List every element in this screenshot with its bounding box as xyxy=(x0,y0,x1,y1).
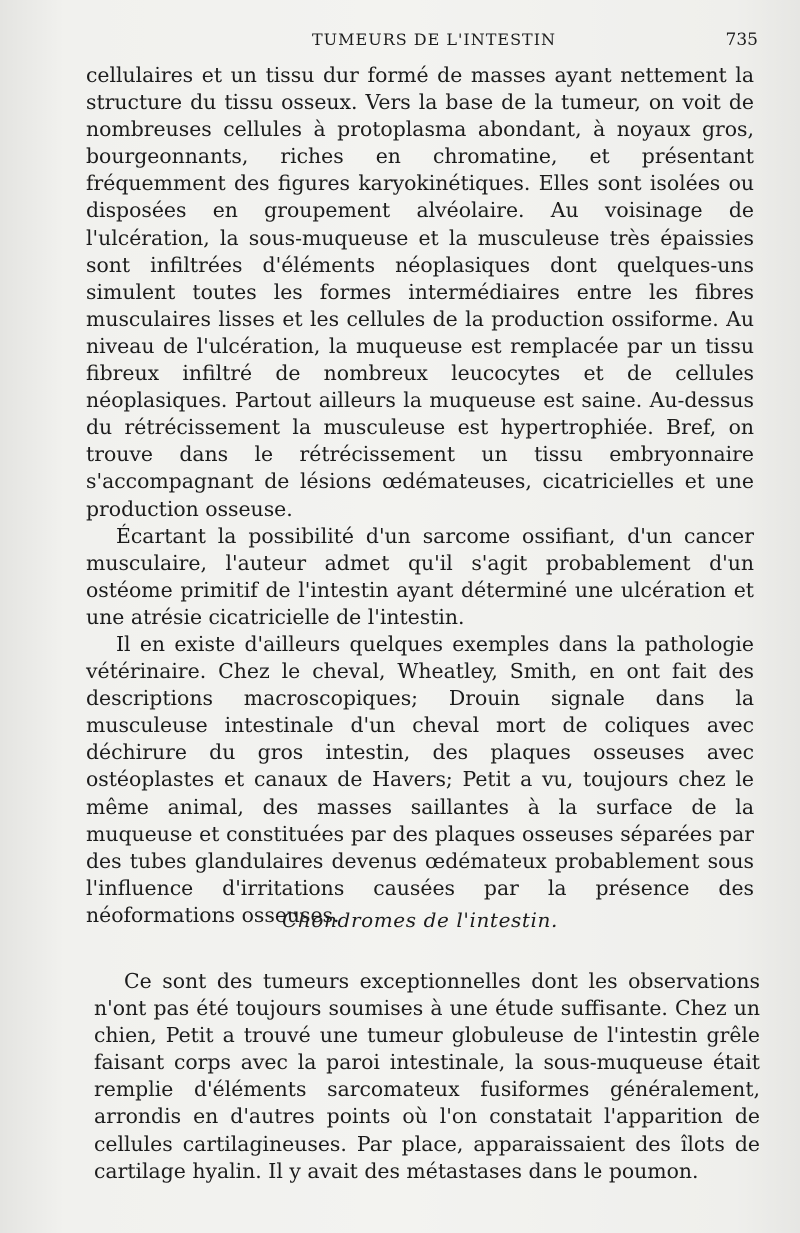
paragraph-chondromes: Ce sont des tumeurs exceptionnelles dont les observations n'ont pas été toujours soumises à une étude suffisante. Chez un chien, Petit a trouvé une tumeur globuleuse de l'intestin grêle faisant corps avec la paroi intestinale, la sous-muqueuse était remplie d'éléments sarcomateux fusiformes généralement, arrondis en d'autres points où l'on constatait l'apparition de cellules cartilagineuses. Par place, apparaissaient des îlots de cartilage hyalin. Il y avait des métastases dans le poumon. xyxy=(94,969,760,1183)
body-text xyxy=(86,62,754,929)
paragraph-continuation: cellulaires et un tissu dur formé de masses ayant nettement la structure du tissu osseux. Vers la base de la tumeur, on voit de nombreuses cellules à protoplasma abondant, à noyaux gros, bourgeonnants, riches en chromatine, et présentant fréquemment des figures karyokinétiques. Elles sont isolées ou disposées en groupement alvéolaire. Au voisinage de l'ulcération, la sous-muqueuse et la musculeuse très épaissies sont infiltrées d'éléments néoplasiques dont quelques-uns simulent toutes les formes intermédiaires entre les fibres musculaires lisses et les cellules de la production ossiforme. Au niveau de l'ulcération, la muqueuse est remplacée par un tissu fibreux infiltré de nombreux leucocytes et de cellules néoplasiques. Partout ailleurs la muqueuse est saine. Au-dessus du rétrécissement la musculeuse est hypertrophiée. Bref, on trouve dans le rétrécissement un tissu embryonnaire s'accompagnant de lésions œdémateuses, cicatricielles et une production osseuse. xyxy=(86,63,754,521)
paragraph-veterinary: Il en existe d'ailleurs quelques exemples dans la pathologie vétérinaire. Chez le cheval, Wheatley, Smith, en ont fait des descriptions macroscopiques; Drouin signale dans la musculeuse intestinale d'un cheval mort de coliques avec déchirure du gros intestin, des plaques osseuses avec ostéoplastes et canaux de Havers; Petit a vu, toujours chez le même animal, des masses saillantes à la surface de la muqueuse et constituées par des plaques osseuses séparées par des tubes glandulaires devenus œdémateux probablement sous l'influence d'irritations causées par la présence des néoformations osseuses. xyxy=(86,631,754,927)
section-title: Chondromes de l'intestin. xyxy=(282,908,558,932)
page-number: 735 xyxy=(725,30,758,50)
section-heading xyxy=(86,908,754,932)
section-body xyxy=(94,968,760,1185)
running-header xyxy=(82,30,758,56)
paragraph-osteome: Écartant la possibilité d'un sarcome ossifiant, d'un cancer musculaire, l'auteur admet qu'il s'agit probablement d'un ostéome primitif de l'intestin ayant déterminé une ulcération et une atrésie cicatricielle de l'intestin. xyxy=(86,523,754,629)
running-title: TUMEURS DE L'INTESTIN xyxy=(312,30,557,49)
